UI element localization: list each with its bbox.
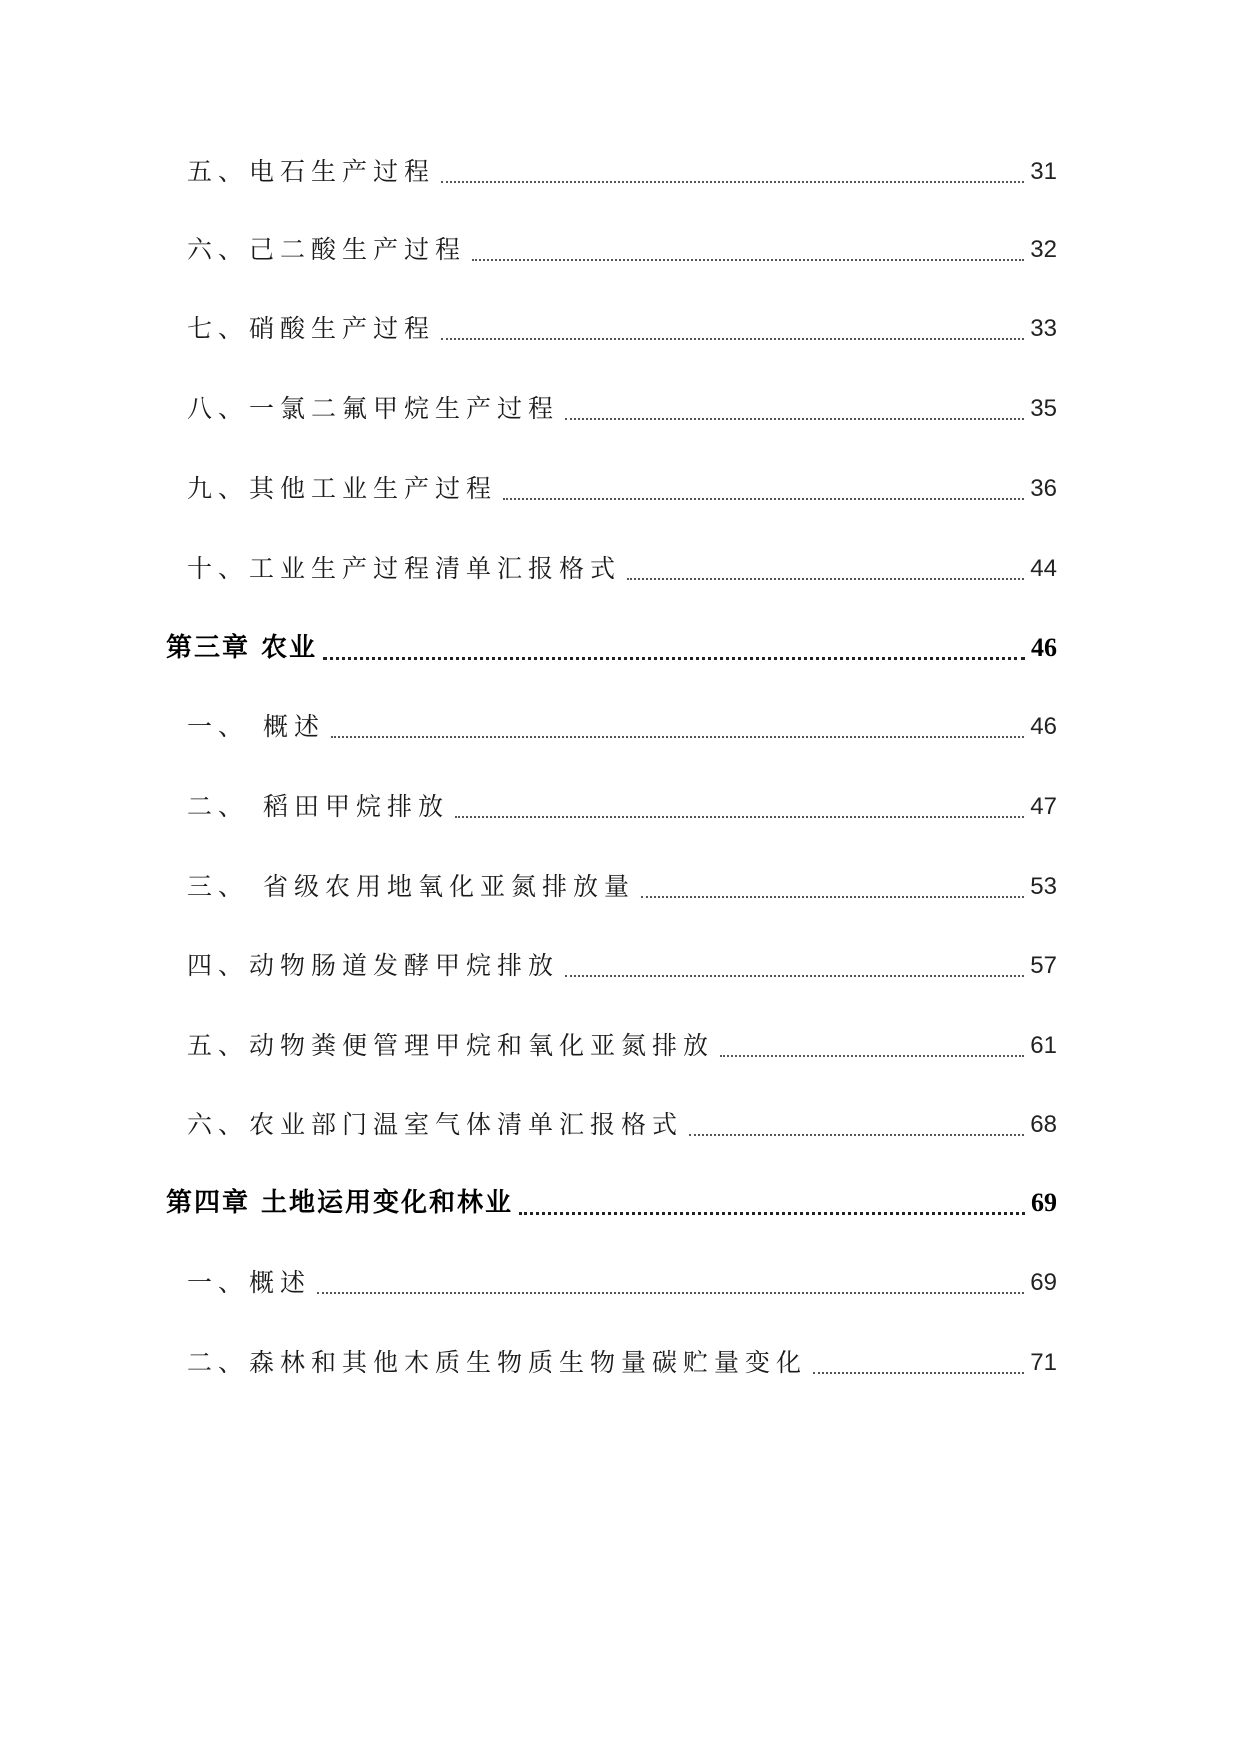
toc-chapter-entry[interactable] (166, 1181, 1057, 1225)
toc-entry-label: 一、 概述 (187, 712, 325, 741)
dot-leader (455, 816, 1024, 818)
toc-page-number: 47 (1030, 793, 1057, 820)
toc-entry[interactable] (187, 387, 1057, 431)
dot-leader (565, 418, 1024, 420)
toc-entry[interactable] (187, 1261, 1057, 1305)
dot-leader (641, 896, 1024, 898)
dot-leader (441, 338, 1024, 340)
toc-page-number: 71 (1030, 1349, 1057, 1376)
dot-leader (720, 1055, 1024, 1057)
toc-entry-label: 一、概述 (187, 1268, 312, 1297)
toc-chapter-entry[interactable] (166, 626, 1057, 670)
toc-page-number: 46 (1030, 713, 1057, 740)
toc-chapter-label: 第三章 农业 (166, 633, 318, 663)
dot-leader (441, 181, 1024, 183)
toc-entry[interactable] (187, 150, 1057, 194)
toc-page-number: 44 (1030, 555, 1057, 582)
toc-entry[interactable] (187, 467, 1057, 511)
toc-entry-label: 二、森林和其他木质生物质生物量碳贮量变化 (187, 1348, 808, 1377)
dot-leader (565, 975, 1024, 977)
toc-entry[interactable] (187, 944, 1057, 988)
toc-entry-label: 六、农业部门温室气体清单汇报格式 (187, 1110, 684, 1139)
dot-leader (627, 578, 1024, 580)
toc-entry-label: 五、动物粪便管理甲烷和氧化亚氮排放 (187, 1031, 715, 1060)
dot-leader (472, 259, 1024, 261)
toc-page-number: 68 (1030, 1111, 1057, 1138)
toc-entry-label: 三、 省级农用地氧化亚氮排放量 (187, 872, 635, 901)
toc-entry[interactable] (187, 1024, 1057, 1068)
toc-entry-label: 六、己二酸生产过程 (187, 235, 467, 264)
toc-page-number: 53 (1030, 873, 1057, 900)
toc-entry[interactable] (187, 547, 1057, 591)
toc-entry[interactable] (187, 1341, 1057, 1385)
toc-entry[interactable] (187, 307, 1057, 351)
toc-chapter-label: 第四章 土地运用变化和林业 (166, 1188, 514, 1218)
toc-page-number: 57 (1030, 952, 1057, 979)
toc-entry-label: 八、一氯二氟甲烷生产过程 (187, 394, 560, 423)
dot-leader (323, 657, 1025, 660)
toc-entry-label: 四、动物肠道发酵甲烷排放 (187, 951, 560, 980)
toc-page-number: 61 (1030, 1032, 1057, 1059)
dot-leader (317, 1292, 1024, 1294)
toc-entry-label: 二、 稻田甲烷排放 (187, 792, 449, 821)
toc-page-number: 69 (1030, 1269, 1057, 1296)
toc-entry-label: 十、工业生产过程清单汇报格式 (187, 554, 622, 583)
dot-leader (689, 1134, 1024, 1136)
dot-leader (331, 736, 1024, 738)
dot-leader (503, 498, 1024, 500)
toc-page-number: 33 (1030, 315, 1057, 342)
toc-entry[interactable] (187, 865, 1057, 909)
toc-entry[interactable] (187, 1103, 1057, 1147)
toc-page-number: 69 (1031, 1188, 1057, 1217)
toc-page-number: 46 (1031, 633, 1057, 662)
toc-page-number: 36 (1030, 475, 1057, 502)
toc-entry[interactable] (187, 785, 1057, 829)
toc-entry-label: 五、电石生产过程 (187, 157, 436, 186)
dot-leader (519, 1212, 1025, 1215)
toc-entry[interactable] (187, 228, 1057, 272)
toc-page-number: 31 (1030, 158, 1057, 185)
dot-leader (813, 1372, 1024, 1374)
toc-entry[interactable] (187, 705, 1057, 749)
toc-entry-label: 七、硝酸生产过程 (187, 314, 436, 343)
toc-page-number: 32 (1030, 236, 1057, 263)
toc-entry-label: 九、其他工业生产过程 (187, 474, 498, 503)
toc-page-number: 35 (1030, 395, 1057, 422)
